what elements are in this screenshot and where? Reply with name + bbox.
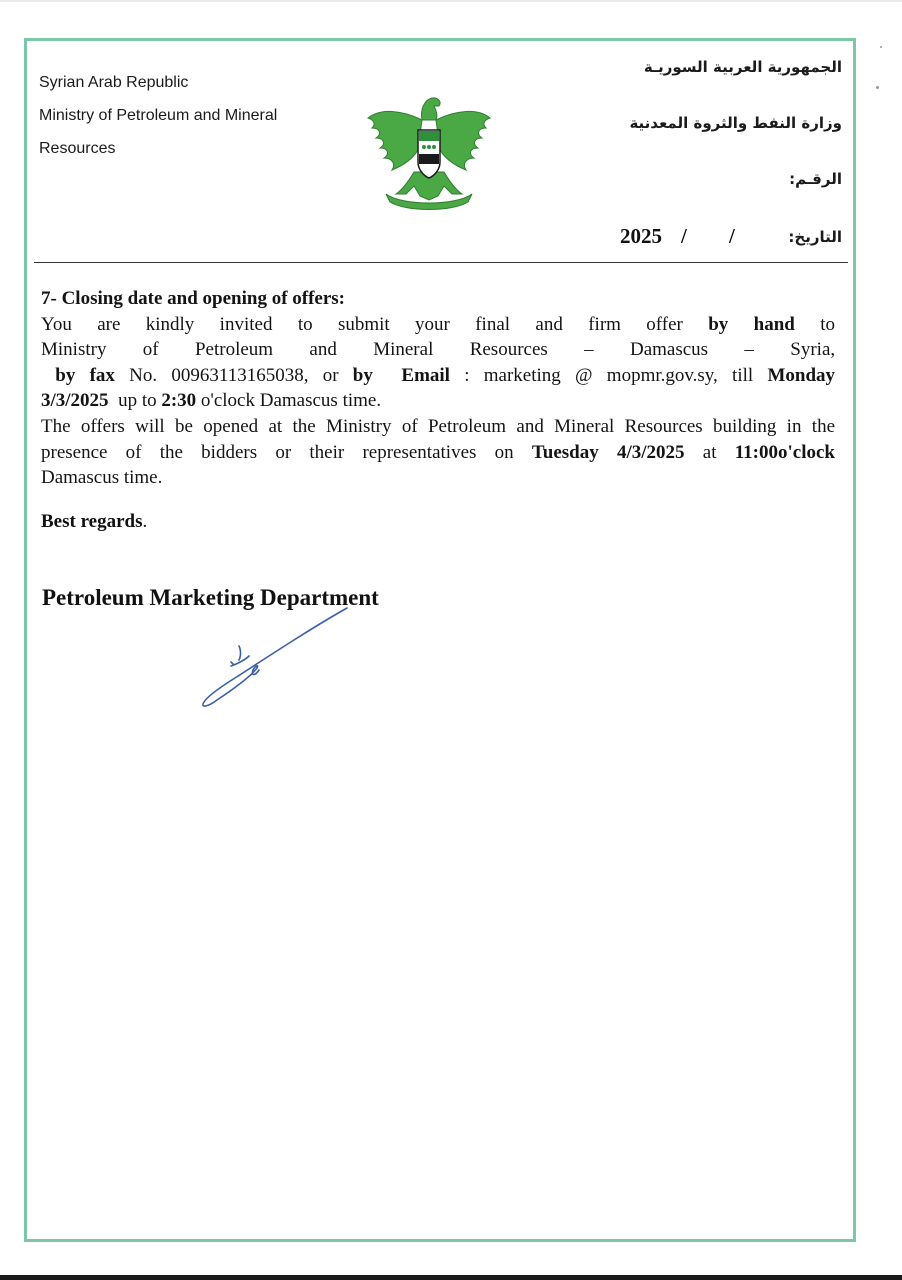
word: kindly: [145, 313, 195, 335]
by-text: by: [352, 364, 373, 386]
opening-time: 11:00o'clock: [734, 441, 836, 463]
scan-top-edge: [0, 0, 902, 2]
fax-number: No. 00963113165038, or: [114, 364, 353, 386]
header-arabic: [542, 58, 842, 258]
regards-period: .: [142, 511, 148, 532]
header-ministry-en-line1: Ministry of Petroleum and Mineral: [39, 107, 278, 124]
word: submit: [337, 313, 390, 335]
offer-paragraph-line3: [41, 363, 835, 389]
date-label: التاريخ:: [788, 228, 842, 246]
word: Petroleum: [194, 339, 274, 361]
date-separator: /: [681, 224, 687, 248]
word: You: [41, 313, 72, 335]
scan-speck: [880, 46, 882, 48]
opening-paragraph-line1: The offers will be opened at the Ministry of Petroleum and Mineral Resources building in the: [41, 415, 835, 437]
reference-number-label: الرقـم:: [789, 170, 842, 188]
word: final: [475, 313, 511, 335]
date-year: 2025: [620, 224, 662, 248]
header-ministry-ar: وزارة النفط والثروة المعدنية: [629, 114, 842, 132]
opening-paragraph-line3: Damascus time.: [41, 467, 163, 489]
word: to: [820, 313, 836, 335]
letter-body: [41, 286, 835, 491]
text: at: [684, 441, 735, 463]
closing-date: 3/3/2025: [41, 390, 109, 412]
word: and: [309, 339, 337, 361]
header-divider: [34, 262, 848, 263]
word: –: [584, 339, 594, 361]
word: Resources: [469, 339, 548, 361]
date-separator: /: [729, 224, 735, 248]
word: Ministry: [41, 339, 107, 361]
word: your: [415, 313, 450, 335]
email-address: : marketing @ mopmr.gov.sy, till: [449, 364, 768, 386]
word: Mineral: [373, 339, 434, 361]
header-country-ar: الجمهورية العربية السوريـة: [643, 58, 842, 76]
email-label: Email: [401, 364, 450, 386]
word: –: [744, 339, 754, 361]
offer-paragraph-line2: [41, 337, 835, 363]
by-hand-text: by hand: [708, 313, 795, 335]
word: Damascus: [629, 339, 709, 361]
closing-day: Monday: [767, 364, 836, 386]
text: presence of the bidders or their representatives on: [41, 441, 532, 463]
word: Syria,: [790, 339, 836, 361]
header-english: [39, 66, 339, 165]
text: up to: [108, 390, 162, 412]
section-heading: 7- Closing date and opening of offers:: [41, 288, 346, 309]
scan-speck: [876, 86, 879, 89]
word: invited: [219, 313, 273, 335]
scan-bottom-edge: [0, 1275, 902, 1280]
word: firm: [588, 313, 621, 335]
offer-paragraph-line4: [41, 388, 835, 414]
handwritten-signature: [195, 604, 350, 710]
word: are: [97, 313, 121, 335]
word: and: [535, 313, 563, 335]
opening-date: Tuesday 4/3/2025: [531, 441, 685, 463]
header-country-en: Syrian Arab Republic: [39, 74, 189, 91]
department-signature-block: Petroleum Marketing Department: [42, 585, 379, 610]
syrian-eagle-emblem-icon: [362, 90, 496, 210]
closing-time: 2:30: [161, 390, 197, 412]
regards-text: Best regards: [41, 511, 143, 532]
header-ministry-en-line2: Resources: [39, 140, 116, 157]
word: offer: [646, 313, 683, 335]
text: o'clock Damascus time.: [196, 390, 382, 412]
word: of: [142, 339, 159, 361]
by-fax-text: by fax: [55, 364, 115, 386]
offer-paragraph-line1: [41, 312, 835, 338]
opening-paragraph-line2: [41, 440, 835, 466]
closing-regards: [41, 511, 147, 533]
word: to: [297, 313, 313, 335]
